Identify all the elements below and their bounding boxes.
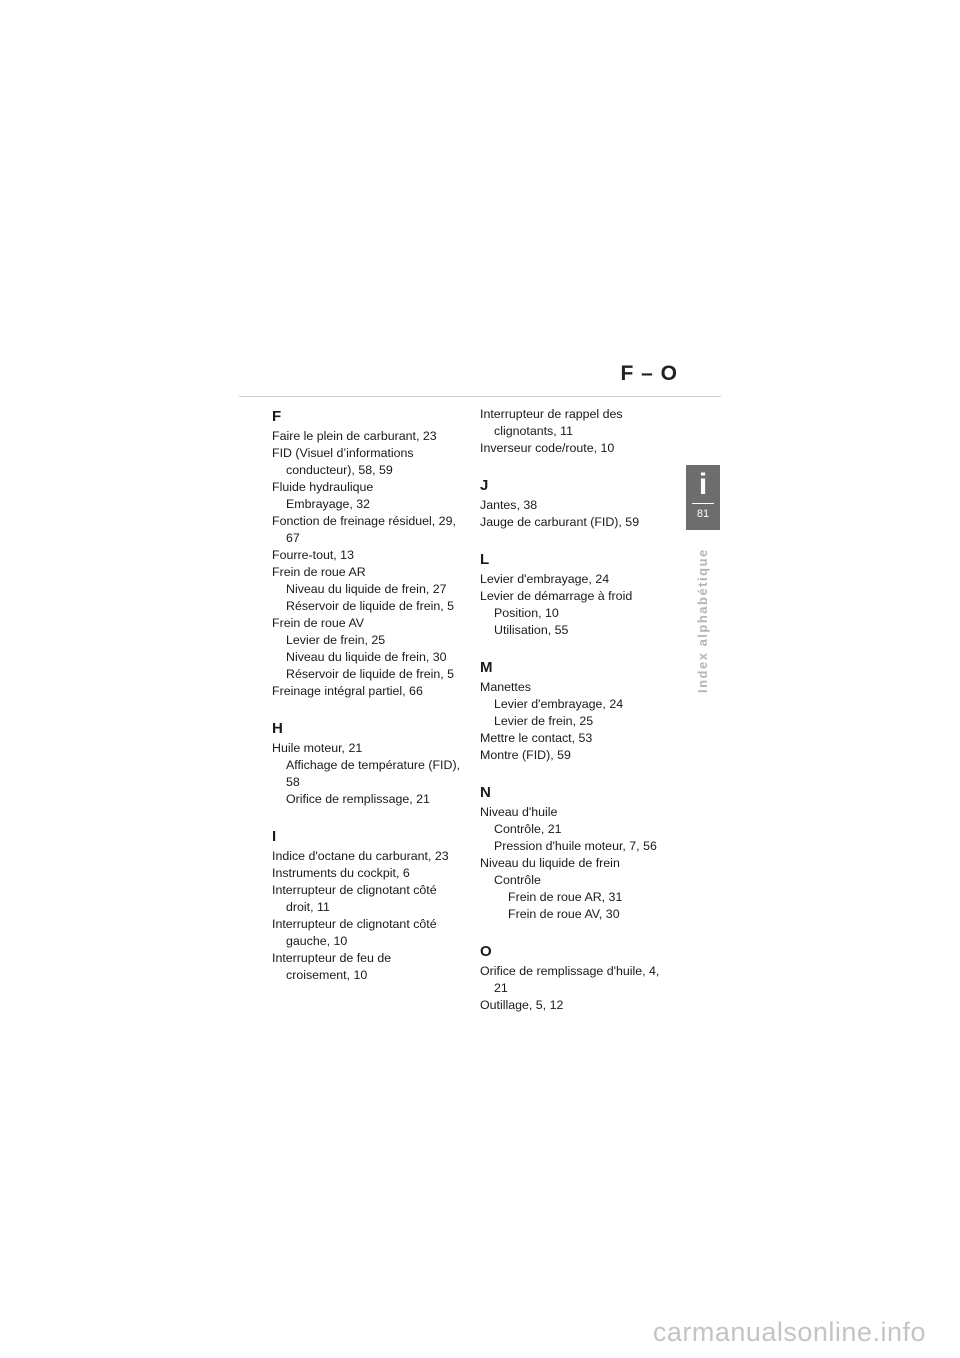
index-subentry: Levier de frein, 25 — [286, 633, 386, 647]
index-subsubentry: Frein de roue AR, 31 — [508, 890, 623, 904]
index-entry: Niveau d'huile — [480, 805, 558, 819]
index-subentry: Utilisation, 55 — [494, 623, 569, 637]
entry-continuation: gauche, 10 — [286, 934, 348, 948]
index-subentry: Levier d'embrayage, 24 — [494, 697, 624, 711]
entry-continuation: croisement, 10 — [286, 968, 368, 982]
section-letter: J — [480, 477, 489, 494]
index-entry: Fluide hydraulique — [272, 480, 374, 494]
section-letter: M — [480, 659, 493, 676]
index-column-left — [272, 406, 472, 1002]
index-section-j — [480, 475, 680, 531]
index-entry — [272, 445, 472, 479]
index-subentry: Réservoir de liquide de frein, 5 — [286, 667, 455, 681]
page-title: F – O — [620, 362, 678, 385]
entry-continuation: conducteur), 58, 59 — [286, 463, 393, 477]
index-entry: Frein de roue AV — [272, 616, 365, 630]
section-letter: O — [480, 943, 492, 960]
index-entry: Fourre-tout, 13 — [272, 548, 354, 562]
index-subentry: Réservoir de liquide de frein, 5 — [286, 599, 455, 613]
index-entry — [272, 513, 472, 547]
index-entry — [480, 963, 680, 997]
index-section-h — [272, 718, 472, 808]
index-subentry: Levier de frein, 25 — [494, 714, 594, 728]
entry-text: Fonction de freinage résiduel, 29, — [272, 514, 456, 528]
section-letter: H — [272, 720, 283, 737]
entry-text: Interrupteur de rappel des — [480, 407, 623, 421]
entry-continuation: clignotants, 11 — [494, 424, 573, 438]
index-entry: Instruments du cockpit, 6 — [272, 866, 410, 880]
index-entry: Jantes, 38 — [480, 498, 538, 512]
index-subentry: Embrayage, 32 — [286, 497, 371, 511]
index-subentry: Contrôle, 21 — [494, 822, 562, 836]
index-section-m — [480, 657, 680, 764]
index-column-right — [480, 406, 680, 1032]
index-entry: Indice d'octane du carburant, 23 — [272, 849, 449, 863]
entry-text: Interrupteur de clignotant côté — [272, 883, 437, 897]
index-section-l — [480, 549, 680, 639]
entry-continuation: 21 — [494, 981, 508, 995]
entry-continuation: 58 — [286, 775, 300, 789]
index-entry: Levier d'embrayage, 24 — [480, 572, 610, 586]
index-entry: Niveau du liquide de frein — [480, 856, 620, 870]
index-chapter-tab — [686, 465, 720, 530]
index-entry: Manettes — [480, 680, 531, 694]
entry-continuation: 67 — [286, 531, 300, 545]
index-entry — [272, 882, 472, 916]
header-divider — [239, 396, 721, 397]
index-subsubentry: Frein de roue AV, 30 — [508, 907, 620, 921]
index-subentry: Pression d'huile moteur, 7, 56 — [494, 839, 657, 853]
section-letter: I — [272, 828, 277, 845]
chapter-side-label: Index alphabétique — [695, 548, 710, 693]
index-entry — [480, 406, 680, 440]
index-entry: Montre (FID), 59 — [480, 748, 571, 762]
entry-continuation: droit, 11 — [286, 900, 330, 914]
index-subentry — [272, 757, 472, 791]
index-section-i-continued — [480, 406, 680, 457]
index-subentry: Contrôle — [494, 873, 541, 887]
index-entry: Frein de roue AR — [272, 565, 366, 579]
index-entry: Outillage, 5, 12 — [480, 998, 564, 1012]
index-subentry: Orifice de remplissage, 21 — [286, 792, 430, 806]
index-entry: Faire le plein de carburant, 23 — [272, 429, 437, 443]
entry-text: Orifice de remplissage d'huile, 4, — [480, 964, 660, 978]
index-section-i — [272, 826, 472, 984]
index-entry: Huile moteur, 21 — [272, 741, 363, 755]
index-entry: Levier de démarrage à froid — [480, 589, 633, 603]
index-entry: Mettre le contact, 53 — [480, 731, 593, 745]
index-subentry: Niveau du liquide de frein, 30 — [286, 650, 447, 664]
index-subentry: Niveau du liquide de frein, 27 — [286, 582, 447, 596]
index-section-o — [480, 941, 680, 1014]
index-entry — [272, 950, 472, 984]
page-number: 81 — [696, 508, 710, 520]
entry-text: FID (Visuel d’informations — [272, 446, 414, 460]
section-letter: N — [480, 784, 491, 801]
index-entry: Freinage intégral partiel, 66 — [272, 684, 423, 698]
tab-divider — [692, 503, 714, 504]
index-section-f — [272, 406, 472, 700]
index-entry: Inverseur code/route, 10 — [480, 441, 615, 455]
entry-text: Interrupteur de clignotant côté — [272, 917, 437, 931]
section-letter: L — [480, 551, 490, 568]
watermark: carmanualsonline.info — [652, 1317, 926, 1347]
info-icon: i — [698, 468, 708, 501]
section-letter: F — [272, 408, 282, 425]
entry-text: Interrupteur de feu de — [272, 951, 392, 965]
index-subentry: Position, 10 — [494, 606, 559, 620]
index-section-n — [480, 782, 680, 923]
entry-text: Affichage de température (FID), — [286, 758, 461, 772]
index-entry: Jauge de carburant (FID), 59 — [480, 515, 640, 529]
index-entry — [272, 916, 472, 950]
